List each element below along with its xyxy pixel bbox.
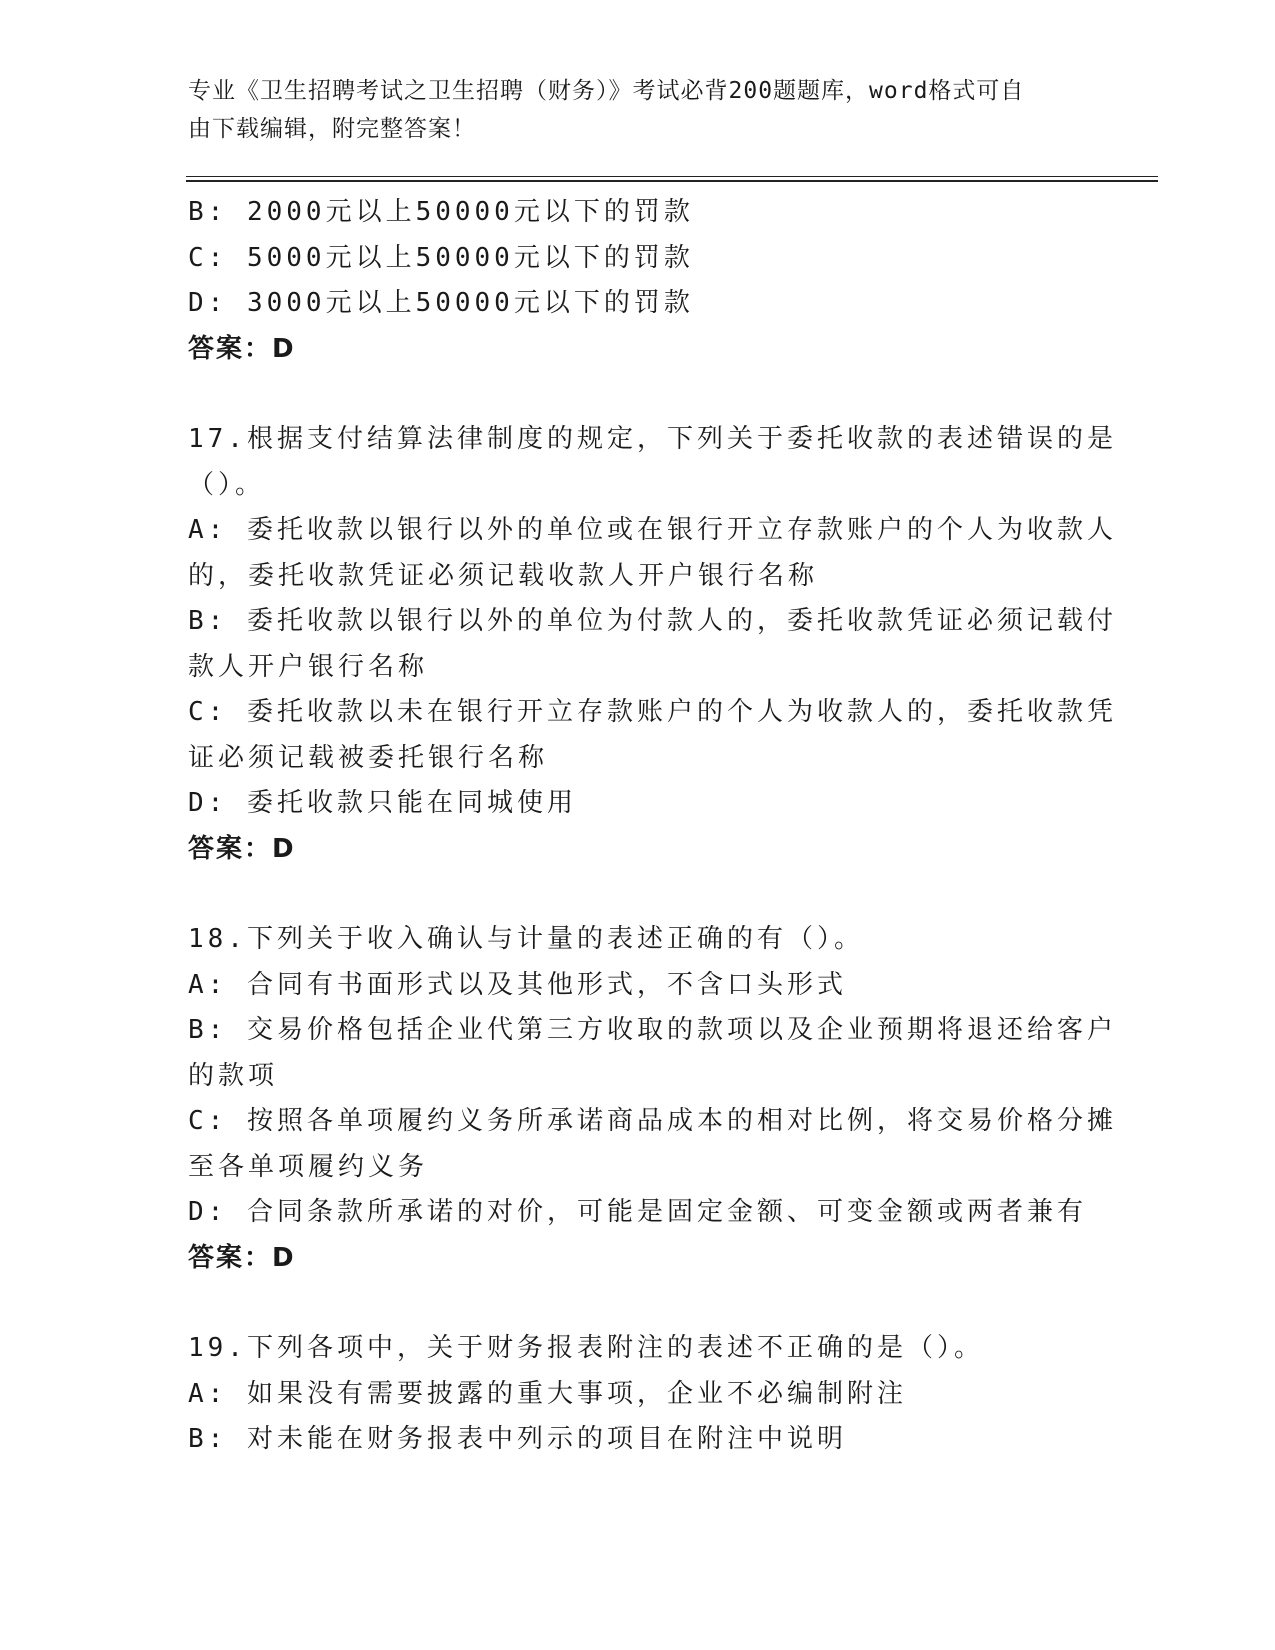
option-c: C: 5000元以上50000元以下的罚款 bbox=[188, 242, 694, 273]
answer: 答案：D bbox=[188, 333, 296, 364]
header-divider-thin bbox=[186, 176, 1158, 177]
option-d: D: 合同条款所承诺的对价，可能是固定金额、可变金额或两者兼有 bbox=[188, 1197, 1087, 1227]
option-b: B: 交易价格包括企业代第三方收取的款项以及企业预期将退还给客户 bbox=[188, 1015, 1117, 1045]
question-18 bbox=[188, 917, 1117, 1281]
option-b-cont: 的款项 bbox=[188, 1060, 279, 1091]
option-d: D: 3000元以上50000元以下的罚款 bbox=[188, 288, 694, 318]
option-d: D: 委托收款只能在同城使用 bbox=[188, 788, 577, 818]
answer: 答案：D bbox=[188, 1242, 296, 1273]
option-c: C: 按照各单项履约义务所承诺商品成本的相对比例，将交易价格分摊 bbox=[188, 1106, 1117, 1136]
question-17 bbox=[188, 417, 1117, 872]
question-stem: 17.根据支付结算法律制度的规定，下列关于委托收款的表述错误的是 bbox=[188, 424, 1117, 454]
option-b-cont: 款人开户银行名称 bbox=[188, 651, 429, 682]
spacer bbox=[188, 872, 1088, 917]
option-c: C: 委托收款以未在银行开立存款账户的个人为收款人的，委托收款凭 bbox=[188, 697, 1117, 727]
question-list bbox=[188, 190, 1117, 1463]
spacer bbox=[188, 372, 1088, 417]
option-a: A: 合同有书面形式以及其他形式，不含口头形式 bbox=[188, 969, 847, 1000]
spacer bbox=[188, 1281, 1088, 1326]
document-header bbox=[188, 72, 1068, 148]
question-19 bbox=[188, 1326, 1088, 1463]
header-line-1: 专业《卫生招聘考试之卫生招聘（财务）》考试必背200题题库，word格式可自 bbox=[188, 78, 1025, 104]
header-line-2: 由下载编辑，附完整答案！ bbox=[188, 116, 476, 142]
question-16 bbox=[188, 190, 1088, 372]
option-a-cont: 的，委托收款凭证必须记载收款人开户银行名称 bbox=[188, 560, 819, 591]
option-b: B: 2000元以上50000元以下的罚款 bbox=[188, 197, 694, 227]
option-a: A: 如果没有需要披露的重大事项，企业不必编制附注 bbox=[188, 1378, 907, 1409]
answer: 答案：D bbox=[188, 833, 296, 864]
option-b: B: 对未能在财务报表中列示的项目在附注中说明 bbox=[188, 1424, 847, 1454]
option-b: B: 委托收款以银行以外的单位为付款人的，委托收款凭证必须记载付 bbox=[188, 606, 1117, 636]
question-stem-cont: （）。 bbox=[188, 469, 266, 500]
option-a: A: 委托收款以银行以外的单位或在银行开立存款账户的个人为收款人 bbox=[188, 515, 1117, 545]
question-stem: 19.下列各项中，关于财务报表附注的表述不正确的是（）。 bbox=[188, 1333, 984, 1363]
header-divider-thick bbox=[186, 180, 1158, 182]
option-c-cont: 证必须记载被委托银行名称 bbox=[188, 742, 549, 773]
option-c-cont: 至各单项履约义务 bbox=[188, 1151, 429, 1182]
question-stem: 18.下列关于收入确认与计量的表述正确的有（）。 bbox=[188, 924, 864, 954]
